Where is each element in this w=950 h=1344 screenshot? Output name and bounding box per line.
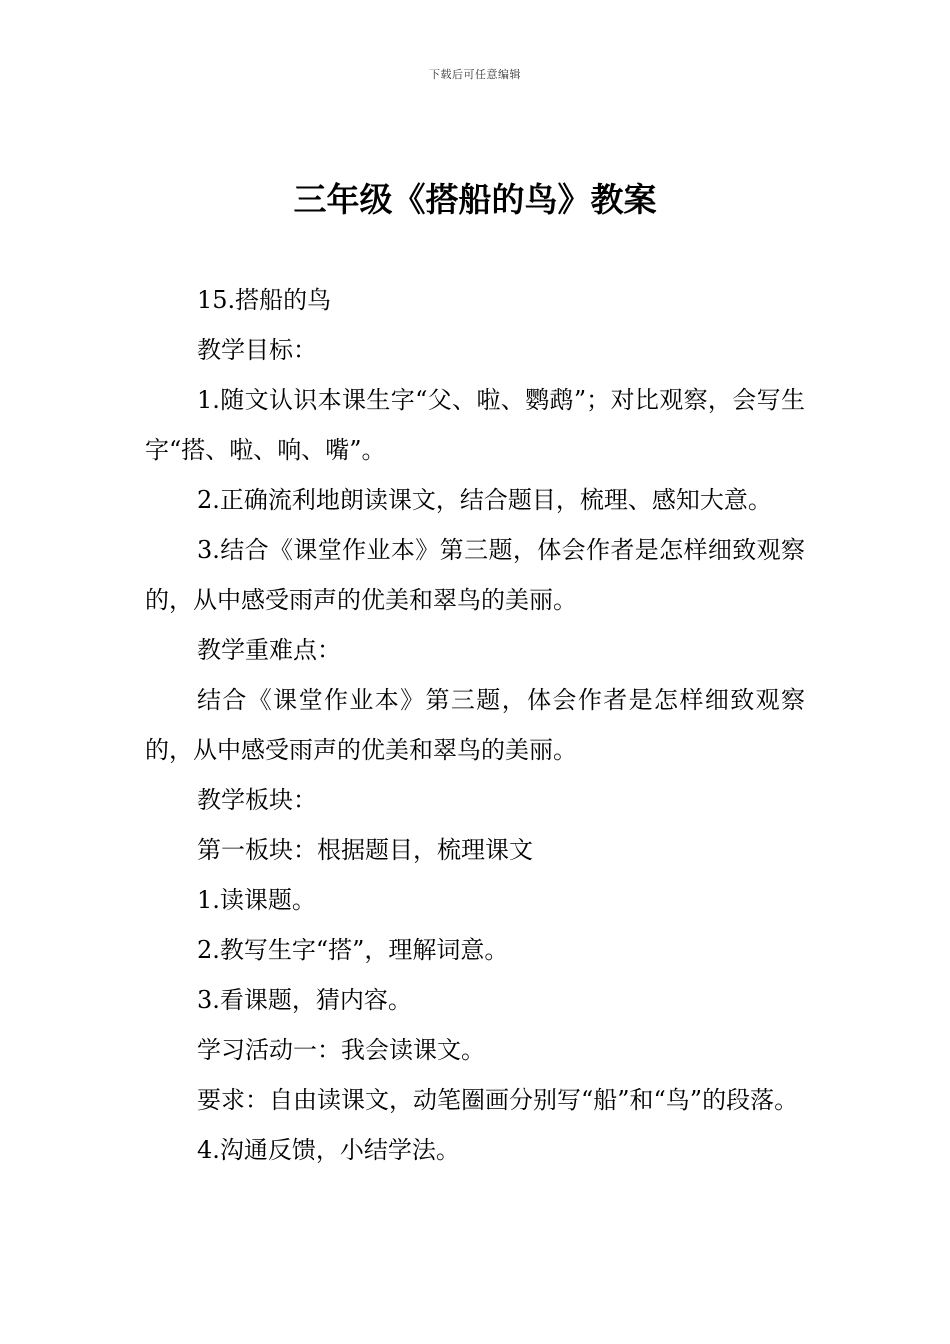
- module-step: 1.读课题。: [197, 886, 316, 914]
- section-heading-objectives: 教学目标：: [197, 336, 317, 364]
- objective-item: 1.随文认识本课生字“父、啦、鹦鹉”；对比观察，会写生字“搭、啦、响、嘴”。: [145, 386, 805, 464]
- activity-heading: 学习活动一：我会读课文。: [197, 1036, 485, 1064]
- document-body: [145, 275, 805, 1175]
- activity-requirement: 要求：自由读课文，动笔圈画分别写“船”和“鸟”的段落。: [197, 1086, 799, 1114]
- section-heading-key-points: 教学重难点：: [197, 636, 341, 664]
- section-heading-modules: 教学板块：: [197, 786, 317, 814]
- objective-item: 2.正确流利地朗读课文，结合题目，梳理、感知大意。: [197, 486, 772, 514]
- module-step: 3.看课题，猜内容。: [197, 986, 412, 1014]
- document-title: 三年级《搭船的鸟》教案: [293, 180, 657, 219]
- lesson-heading: 15.搭船的鸟: [197, 286, 332, 314]
- page-header-note: 下载后可任意编辑: [429, 68, 521, 81]
- objective-item: 3.结合《课堂作业本》第三题，体会作者是怎样细致观察的，从中感受雨声的优美和翠鸟的美丽。: [145, 536, 805, 614]
- module-step: 4.沟通反馈，小结学法。: [197, 1136, 460, 1164]
- module-step: 2.教写生字“搭”，理解词意。: [197, 936, 509, 964]
- module-heading: 第一板块：根据题目，梳理课文: [197, 836, 533, 864]
- key-point-text: 结合《课堂作业本》第三题，体会作者是怎样细致观察的，从中感受雨声的优美和翠鸟的美丽。: [145, 686, 805, 764]
